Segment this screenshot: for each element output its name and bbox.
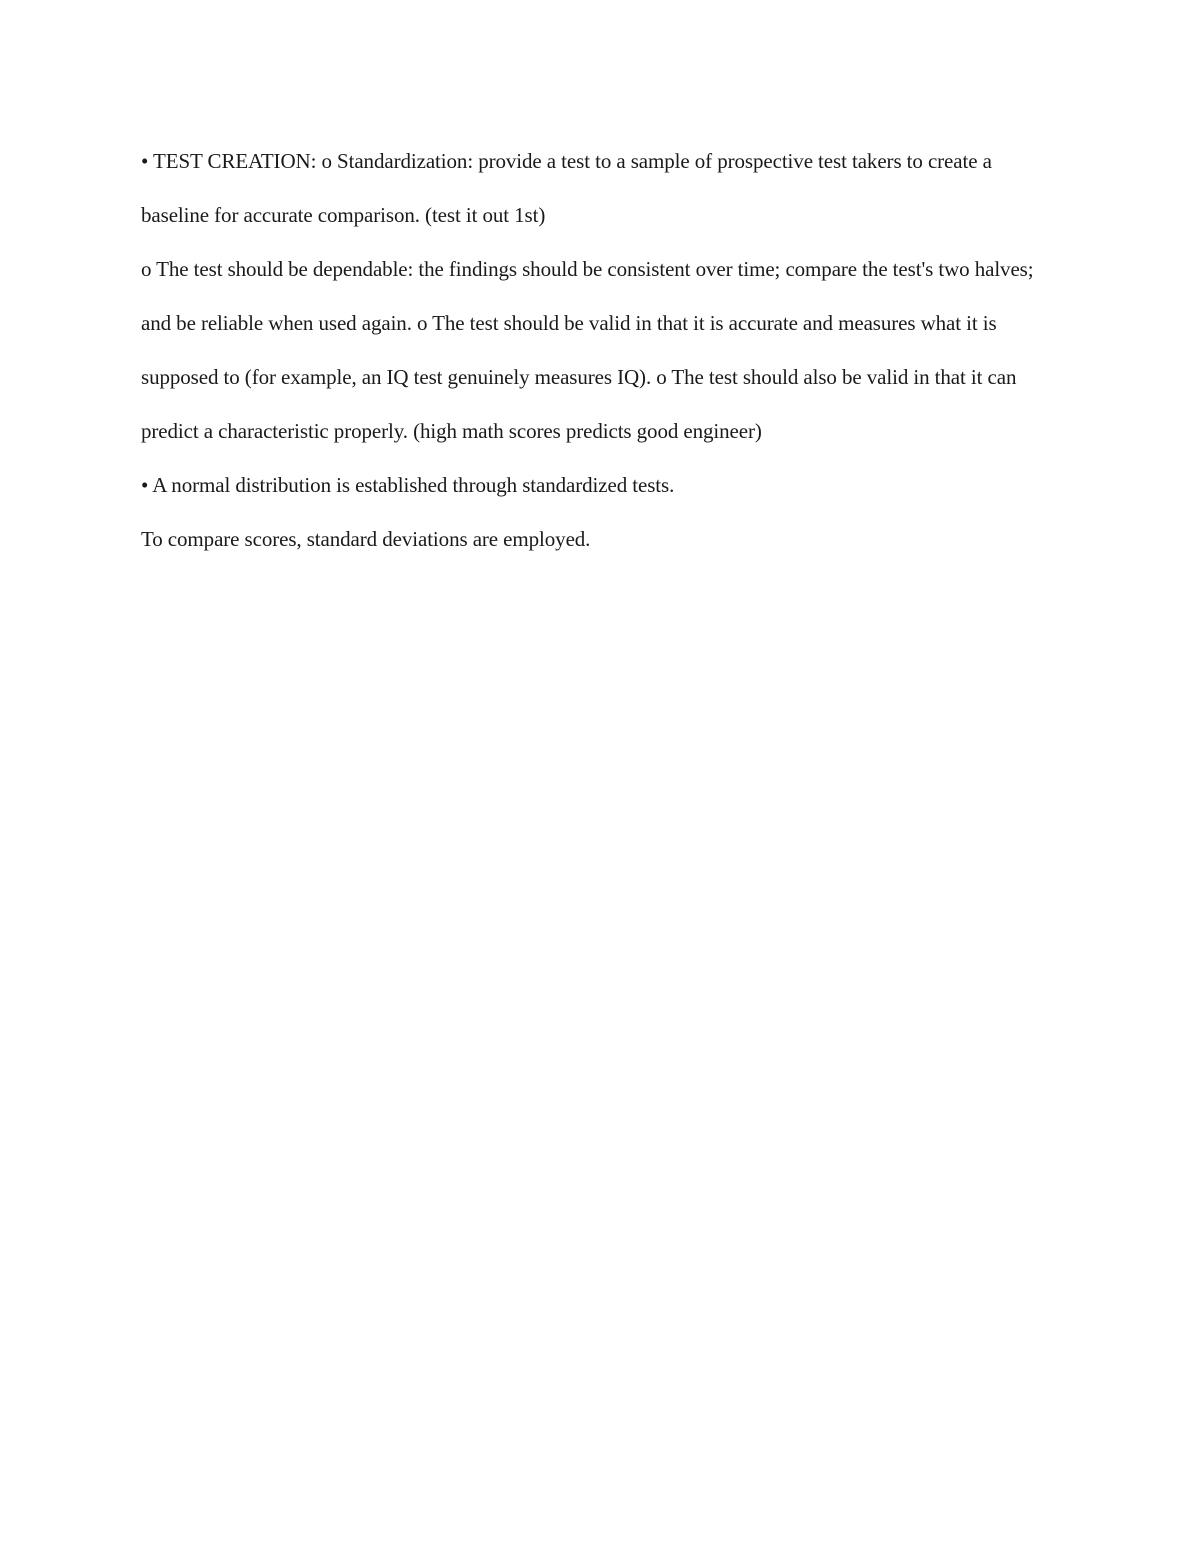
paragraph-standard-deviations: To compare scores, standard deviations are employed. xyxy=(141,527,591,551)
document-body xyxy=(141,134,1061,566)
paragraph-normal-distribution: • A normal distribution is established through standardized tests. xyxy=(141,473,675,497)
paragraph-test-creation: • TEST CREATION: o Standardization: provide a test to a sample of prospective test takers to create a baseline for accurate comparison. (test it out 1st) xyxy=(141,149,992,227)
paragraph-dependable-valid: o The test should be dependable: the findings should be consistent over time; compare the test's two halves; and be reliable when used again. o The test should be valid in that it is accurate and measures what it is supposed to (for example, an IQ test genuinely measures IQ). o The test should also be valid in that it can predict a characteristic properly. (high math scores predicts good engineer) xyxy=(141,257,1034,443)
